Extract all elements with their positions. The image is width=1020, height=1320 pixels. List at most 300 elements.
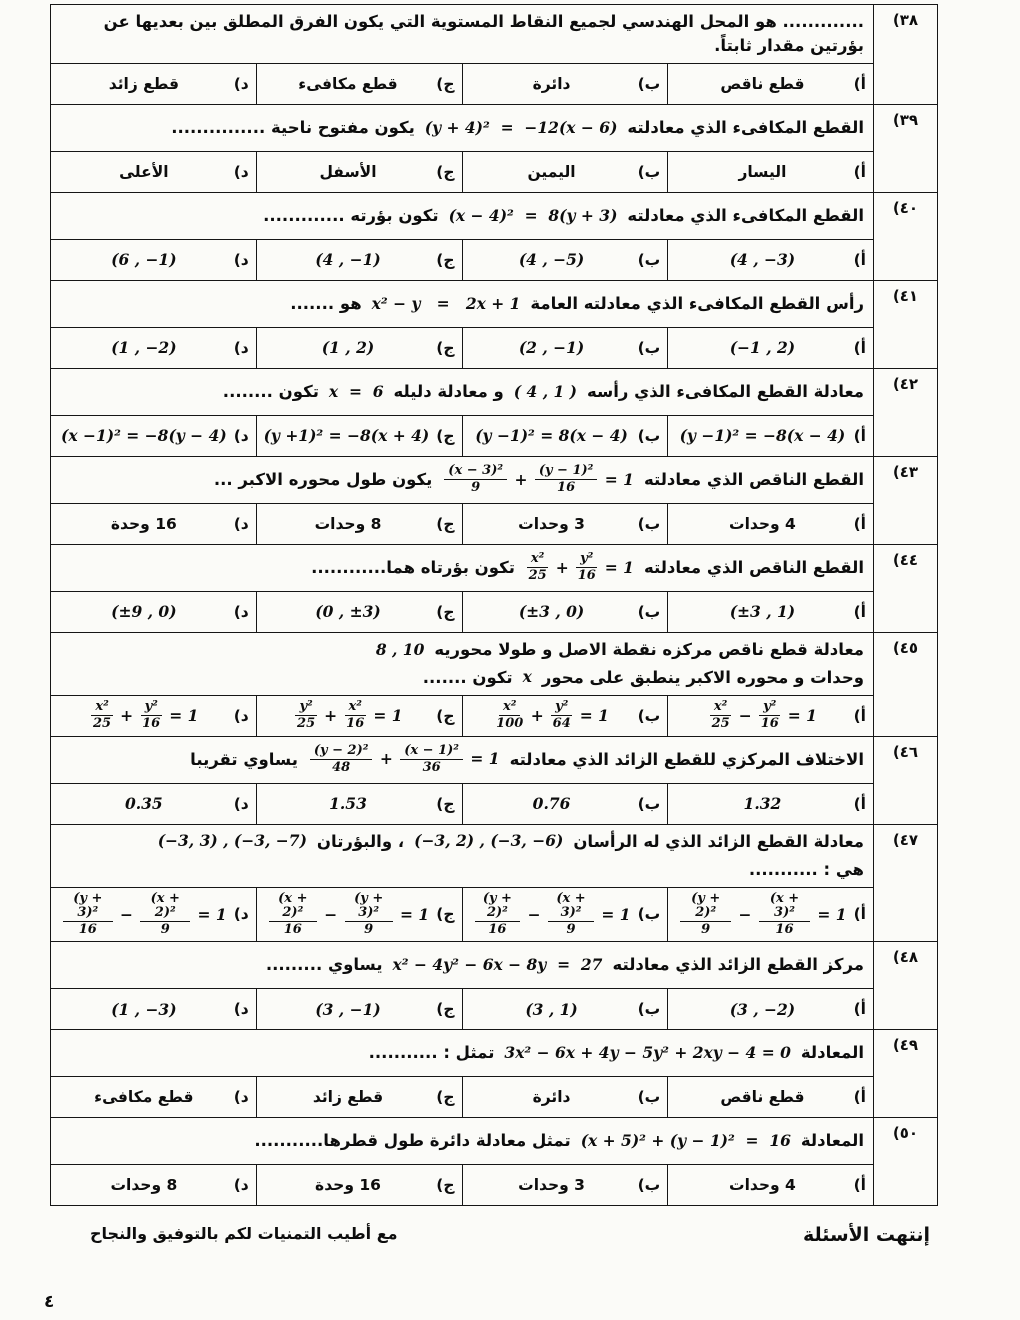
- math-token: = 1: [394, 904, 430, 924]
- options-row: [51, 504, 873, 544]
- option-letter: أ): [853, 602, 866, 621]
- math-expression: [504, 1042, 791, 1064]
- math-token: x = 6: [328, 381, 384, 401]
- math-expression: [442, 463, 634, 497]
- option-content: [470, 515, 634, 533]
- math-token: (y −1)² = −8(x − 4): [679, 426, 846, 446]
- option-d: [51, 328, 257, 368]
- fraction-denominator: 9: [160, 922, 170, 938]
- arabic-text: قطع مكافىء: [298, 74, 398, 93]
- option-letter: ج): [436, 74, 455, 93]
- question-row: [51, 1030, 937, 1118]
- option-content: [470, 426, 634, 445]
- option-c: [257, 64, 463, 104]
- option-content: [470, 1176, 634, 1194]
- option-b: [463, 1077, 669, 1117]
- math-expression: [293, 699, 402, 733]
- fraction-numerator: (y + 2)²: [680, 892, 731, 923]
- option-letter: ب): [637, 1000, 661, 1019]
- math-expression: [264, 426, 430, 445]
- math-expression: [678, 891, 846, 939]
- option-c: [257, 152, 463, 192]
- questions-table: [50, 4, 938, 1206]
- option-letter: أ): [853, 514, 866, 533]
- fraction: [710, 700, 731, 732]
- fraction-numerator: (x − 3)²: [444, 464, 507, 480]
- fraction-numerator: y²: [576, 552, 597, 568]
- question-row: [51, 545, 937, 633]
- question-number: (٤٩: [873, 1030, 937, 1117]
- math-token: (−3, 3) , (−3, −7): [157, 831, 307, 851]
- math-token: = 1: [812, 904, 847, 924]
- option-a: [668, 1077, 873, 1117]
- option-letter: أ): [853, 1176, 866, 1195]
- math-token: = 1: [192, 904, 227, 924]
- option-d: [51, 784, 257, 824]
- option-letter: أ): [853, 1000, 866, 1019]
- math-token: −: [318, 904, 343, 924]
- option-b: [463, 328, 669, 368]
- math-token: (±9 , 0): [111, 602, 177, 622]
- fraction-denominator: 16: [142, 716, 161, 732]
- option-letter: أ): [853, 794, 866, 813]
- option-b: [463, 784, 669, 824]
- fraction: [444, 464, 507, 496]
- math-expression: [533, 794, 571, 813]
- question-row: [51, 1118, 937, 1205]
- option-b: [463, 989, 669, 1029]
- fraction: [576, 552, 597, 584]
- arabic-text: تكون بؤرته .............: [263, 205, 439, 225]
- option-content: [470, 163, 634, 181]
- option-content: [470, 794, 634, 813]
- math-token: = 1: [596, 904, 631, 924]
- question-main: [51, 105, 873, 192]
- math-token: (1 , −3): [111, 999, 177, 1019]
- arabic-text: القطع المكافىء الذي معادلته: [627, 205, 864, 225]
- fraction-numerator: x²: [91, 700, 112, 716]
- option-letter: ب): [637, 794, 661, 813]
- arabic-text: القطع الناقص الذي معادلته: [643, 557, 864, 577]
- question-stem: [51, 633, 873, 696]
- option-content: [58, 338, 230, 357]
- question-number: (٤٥: [873, 633, 937, 736]
- math-expression: [525, 1000, 577, 1019]
- math-token: = 1: [599, 557, 634, 577]
- math-token: +: [114, 706, 139, 726]
- option-content: [470, 891, 634, 939]
- question-stem: [51, 369, 873, 416]
- option-letter: د): [233, 514, 249, 533]
- fraction: [269, 892, 317, 938]
- option-letter: د): [233, 1000, 249, 1019]
- option-d: [51, 696, 257, 736]
- math-token: (4 , −1): [315, 250, 381, 270]
- question-row: [51, 825, 937, 943]
- math-token: (−1 , 2): [729, 338, 796, 358]
- options-row: [51, 592, 873, 632]
- question-main: [51, 1118, 873, 1205]
- math-expression: [315, 250, 380, 269]
- math-expression: [473, 891, 631, 939]
- math-expression: [523, 666, 532, 688]
- option-c: [257, 416, 463, 456]
- options-row: [51, 64, 873, 104]
- option-content: [264, 794, 432, 813]
- option-content: [264, 1000, 432, 1019]
- fraction: [63, 892, 113, 938]
- option-c: [257, 1165, 463, 1205]
- question-row: [51, 457, 937, 545]
- option-letter: ج): [436, 706, 455, 725]
- arabic-text: قطع زائد: [312, 1088, 384, 1107]
- option-a: [668, 64, 873, 104]
- option-letter: د): [233, 1176, 249, 1195]
- math-token: x² − y = 2x + 1: [371, 293, 521, 313]
- math-expression: [525, 551, 634, 585]
- question-stem: [51, 5, 873, 64]
- end-of-questions-text: إنتهت الأسئلة: [802, 1224, 930, 1247]
- fraction-numerator: (y + 2)²: [475, 892, 521, 923]
- math-token: 1.53: [329, 794, 367, 814]
- option-letter: د): [233, 338, 249, 357]
- option-d: [51, 152, 257, 192]
- math-expression: [372, 293, 521, 315]
- option-content: [675, 699, 849, 733]
- question-stem: [51, 1030, 873, 1077]
- math-expression: [581, 1130, 791, 1152]
- question-main: [51, 5, 873, 104]
- arabic-text: تكون بؤرتاه هما............: [311, 557, 515, 577]
- option-d: [51, 240, 257, 280]
- math-token: (6 , −1): [111, 250, 177, 270]
- question-row: [51, 193, 937, 281]
- question-stem: [51, 281, 873, 328]
- option-content: [675, 794, 849, 813]
- option-a: [668, 784, 873, 824]
- option-letter: ب): [637, 514, 661, 533]
- arabic-text: هو .......: [290, 293, 362, 313]
- arabic-text: تمثل : ...........: [368, 1043, 495, 1063]
- math-token: +: [318, 706, 343, 726]
- option-content: [264, 75, 432, 93]
- option-content: [264, 1088, 432, 1106]
- question-main: [51, 942, 873, 1029]
- question-number: (٤١: [873, 281, 937, 368]
- fraction: [400, 744, 463, 776]
- math-token: (4 , −3): [729, 250, 796, 270]
- fraction-denominator: 16: [775, 922, 794, 938]
- arabic-text: دائرة: [532, 74, 571, 93]
- math-token: (1 , −2): [111, 338, 177, 358]
- question-stem: [51, 737, 873, 784]
- fraction-denominator: 9: [471, 480, 481, 496]
- fraction: [759, 700, 780, 732]
- arabic-text: قطع ناقص: [720, 1088, 805, 1107]
- arabic-text: هي : ...........: [748, 859, 864, 879]
- question-row: [51, 633, 937, 737]
- math-token: (1 , 2): [321, 338, 375, 358]
- fraction-denominator: 100: [496, 716, 524, 732]
- option-content: [58, 75, 230, 93]
- question-stem: [51, 193, 873, 240]
- option-letter: أ): [853, 1088, 866, 1107]
- arabic-text: اليمين: [527, 162, 576, 181]
- arabic-text: القطع الناقص الذي معادلته: [643, 469, 864, 489]
- question-stem: [51, 942, 873, 989]
- fraction: [141, 700, 162, 732]
- option-content: [470, 338, 634, 357]
- option-letter: ج): [436, 338, 455, 357]
- math-expression: [494, 699, 609, 733]
- fraction-numerator: (y + 3)²: [345, 892, 393, 923]
- arabic-text: 16 وحدة: [110, 514, 177, 533]
- fraction-denominator: 9: [364, 922, 374, 938]
- arabic-text: يكون مفتوح ناحية ...............: [171, 117, 415, 137]
- math-expression: [730, 338, 795, 357]
- option-letter: ب): [637, 162, 661, 181]
- math-expression: [514, 381, 577, 403]
- option-a: [668, 989, 873, 1029]
- arabic-text: الأعلى: [119, 162, 169, 181]
- math-expression: [111, 1000, 176, 1019]
- math-token: x: [522, 667, 532, 687]
- question-number: (٣٩: [873, 105, 937, 192]
- option-letter: أ): [853, 74, 866, 93]
- option-content: [675, 75, 849, 93]
- arabic-text: معادلة القطع الزائد الذي له الرأسان: [573, 831, 864, 851]
- option-c: [257, 592, 463, 632]
- question-number: (٤٣: [873, 457, 937, 544]
- option-d: [51, 64, 257, 104]
- option-letter: ب): [637, 426, 661, 445]
- option-d: [51, 989, 257, 1029]
- question-main: [51, 281, 873, 368]
- fraction-denominator: 16: [283, 922, 302, 938]
- math-expression: [393, 954, 603, 976]
- question-number: (٤٤: [873, 545, 937, 632]
- question-stem: [51, 457, 873, 504]
- arabic-text: 4 وحدات: [729, 514, 796, 533]
- option-content: [264, 515, 432, 533]
- option-letter: ب): [637, 602, 661, 621]
- fraction: [496, 700, 523, 732]
- question-main: [51, 825, 873, 942]
- option-letter: د): [233, 905, 249, 924]
- arabic-text: معادلة قطع ناقص مركزه نقطة الاصل و طولا محوريه: [434, 639, 864, 659]
- option-content: [58, 426, 230, 445]
- fraction-numerator: y²: [141, 700, 162, 716]
- fraction-denominator: 9: [566, 922, 576, 938]
- arabic-text: ............. هو المحل الهندسي لجميع النقاط المستوية التي يكون الفرق المطلق بين بعديها عن بؤرتين مقدار ثابتاً.: [103, 12, 864, 55]
- fraction: [345, 700, 366, 732]
- option-b: [463, 888, 669, 942]
- math-expression: [519, 602, 584, 621]
- option-a: [668, 1165, 873, 1205]
- option-letter: ج): [436, 1088, 455, 1107]
- fraction-numerator: (x + 2)²: [140, 892, 190, 923]
- math-token: x² − 4y² − 6x − 8y = 27: [392, 955, 603, 975]
- math-token: = 1: [574, 706, 609, 726]
- math-token: (0 , ±3): [315, 602, 381, 622]
- fraction-numerator: (x + 3)²: [548, 892, 594, 923]
- fraction-denominator: 16: [78, 922, 97, 938]
- option-c: [257, 784, 463, 824]
- question-main: [51, 737, 873, 824]
- arabic-text: تمثل معادلة دائرة طول قطرها...........: [254, 1131, 571, 1151]
- math-token: = 1: [464, 749, 500, 769]
- option-content: [58, 891, 230, 939]
- arabic-text: ، والبؤرتان: [316, 831, 405, 851]
- option-content: [675, 250, 849, 269]
- option-content: [470, 602, 634, 621]
- arabic-text: مركز القطع الزائد الذي معادلته: [612, 955, 864, 975]
- option-letter: ج): [436, 905, 455, 924]
- option-a: [668, 152, 873, 192]
- arabic-text: رأس القطع المكافىء الذي معادلته العامة: [530, 293, 864, 313]
- math-expression: [730, 1000, 795, 1019]
- math-token: (y + 4)² = −12(x − 6): [424, 117, 618, 137]
- question-main: [51, 633, 873, 736]
- options-row: [51, 696, 873, 736]
- option-letter: ب): [637, 250, 661, 269]
- question-stem: [51, 825, 873, 888]
- question-number: (٣٨: [873, 5, 937, 104]
- option-b: [463, 592, 669, 632]
- fraction: [91, 700, 112, 732]
- option-a: [668, 888, 873, 942]
- math-expression: [376, 639, 425, 661]
- option-content: [470, 250, 634, 269]
- good-luck-text: مع أطيب التمنيات لكم بالتوفيق والنجاح: [90, 1224, 398, 1244]
- option-letter: ب): [637, 74, 661, 93]
- math-token: (2 , −1): [518, 338, 585, 358]
- math-token: −: [522, 904, 547, 924]
- option-content: [264, 699, 432, 733]
- option-letter: ب): [637, 706, 661, 725]
- math-token: (±3 , 0): [518, 602, 585, 622]
- option-content: [675, 515, 849, 533]
- options-row: [51, 152, 873, 192]
- option-content: [58, 794, 230, 813]
- option-content: [58, 1176, 230, 1194]
- option-letter: ب): [637, 338, 661, 357]
- option-content: [58, 515, 230, 533]
- math-token: = 1: [599, 469, 634, 489]
- math-expression: [744, 794, 782, 813]
- arabic-text: 4 وحدات: [729, 1176, 796, 1195]
- math-token: (3 , −2): [729, 999, 796, 1019]
- options-row: [51, 888, 873, 942]
- arabic-text: 8 وحدات: [314, 514, 382, 533]
- math-expression: [329, 381, 384, 403]
- option-a: [668, 328, 873, 368]
- fraction: [140, 892, 190, 938]
- option-b: [463, 416, 669, 456]
- fraction-numerator: x²: [527, 552, 548, 568]
- fraction: [527, 552, 548, 584]
- option-letter: أ): [853, 706, 866, 725]
- fraction-numerator: y²: [295, 700, 316, 716]
- math-token: (x + 5)² + (y − 1)² = 16: [580, 1131, 791, 1151]
- question-main: [51, 545, 873, 632]
- options-row: [51, 1165, 873, 1205]
- fraction-numerator: x²: [345, 700, 366, 716]
- option-letter: ج): [436, 1176, 455, 1195]
- options-row: [51, 240, 873, 280]
- math-expression: [111, 602, 176, 621]
- page-number: ٤: [44, 1292, 55, 1312]
- question-main: [51, 369, 873, 456]
- option-a: [668, 504, 873, 544]
- option-c: [257, 1077, 463, 1117]
- footer: [50, 1224, 938, 1246]
- arabic-text: قطع مكافىء: [94, 1088, 194, 1107]
- arabic-text: و معادلة دليله: [393, 381, 504, 401]
- question-stem: [51, 1118, 873, 1165]
- option-letter: أ): [853, 162, 866, 181]
- fraction-numerator: (y + 3)²: [63, 892, 113, 923]
- math-token: = 1: [367, 706, 403, 726]
- math-expression: [414, 830, 563, 852]
- fraction: [551, 700, 572, 732]
- math-expression: [315, 602, 380, 621]
- fraction: [345, 892, 393, 938]
- arabic-text: 16 وحدة: [315, 1176, 381, 1195]
- option-d: [51, 592, 257, 632]
- arabic-text: 8 وحدات: [110, 1176, 178, 1195]
- fraction: [548, 892, 594, 938]
- option-content: [261, 426, 433, 445]
- math-expression: [708, 699, 817, 733]
- option-content: [470, 1000, 634, 1019]
- math-expression: [315, 1000, 380, 1019]
- option-content: [675, 163, 849, 181]
- math-expression: [111, 338, 176, 357]
- math-token: (−3, 2) , (−3, −6): [414, 831, 564, 851]
- fraction-numerator: (y − 2)²: [310, 744, 373, 760]
- fraction-numerator: x²: [710, 700, 731, 716]
- arabic-text: 3 وحدات: [518, 1176, 585, 1195]
- option-letter: ب): [637, 1088, 661, 1107]
- option-letter: أ): [853, 338, 866, 357]
- arabic-text: القطع المكافىء الذي معادلته: [627, 117, 864, 137]
- arabic-text: الأسفل: [319, 162, 377, 181]
- math-expression: [475, 426, 628, 445]
- option-letter: د): [233, 794, 249, 813]
- fraction: [759, 892, 810, 938]
- math-token: = 1: [163, 706, 199, 726]
- option-a: [668, 592, 873, 632]
- math-token: (y +1)² = −8(x + 4): [263, 426, 430, 446]
- question-number: (٤٧: [873, 825, 937, 942]
- arabic-text: يكون طول محوره الاكبر ...: [213, 469, 433, 489]
- option-content: [675, 1000, 849, 1019]
- arabic-text: الاختلاف المركزي للقطع الزائد الذي معادلته: [509, 749, 864, 769]
- fraction-denominator: 16: [557, 480, 576, 496]
- option-letter: د): [233, 602, 249, 621]
- option-content: [675, 1176, 849, 1194]
- fraction-numerator: (x + 2)²: [269, 892, 317, 923]
- option-c: [257, 328, 463, 368]
- math-token: ( 4 , 1 ): [513, 381, 578, 401]
- math-expression: [89, 699, 198, 733]
- math-token: = 1: [782, 706, 817, 726]
- option-letter: أ): [853, 905, 866, 924]
- question-main: [51, 193, 873, 280]
- option-letter: ج): [436, 602, 455, 621]
- question-number: (٤٢: [873, 369, 937, 456]
